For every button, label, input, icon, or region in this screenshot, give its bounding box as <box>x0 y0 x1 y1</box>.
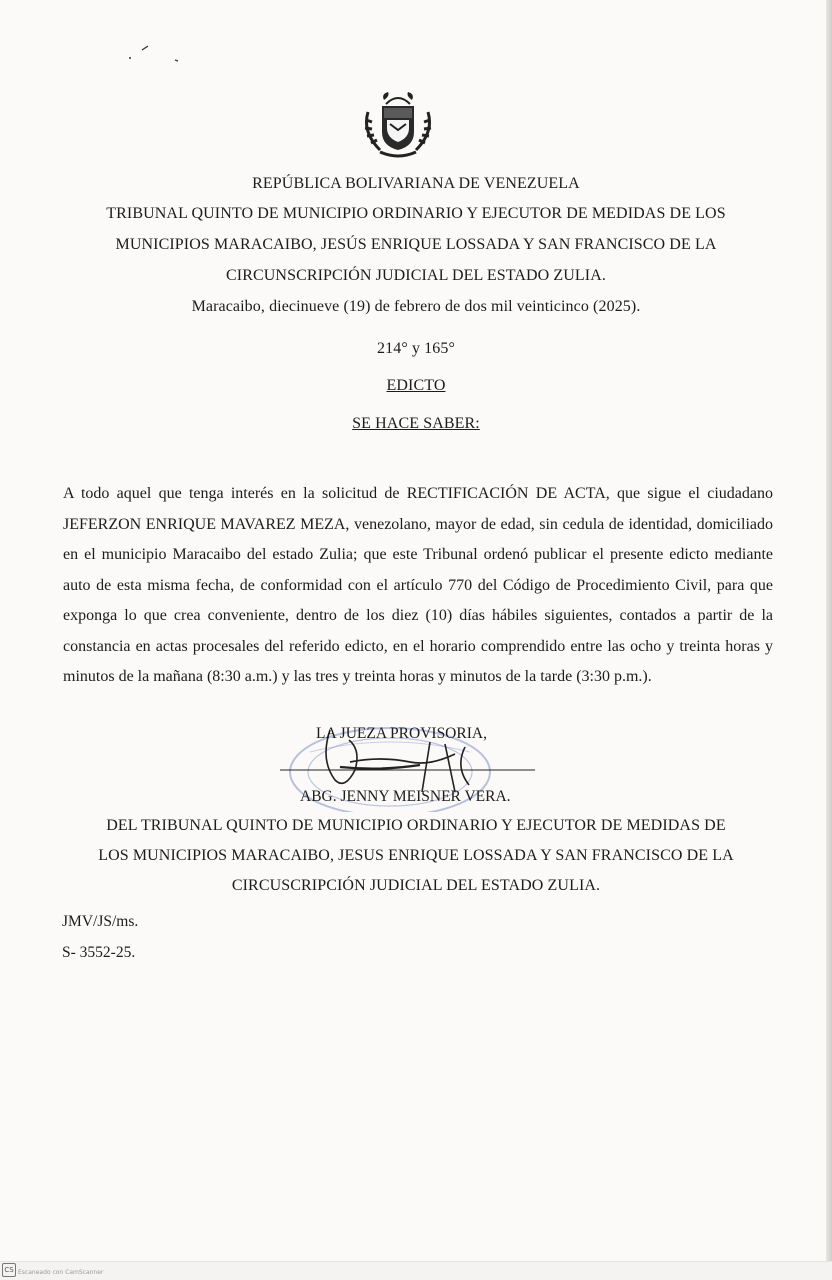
file-number: S- 3552-25. <box>62 944 136 961</box>
scan-specks <box>120 40 200 80</box>
independence-years: 214° y 165° <box>377 340 455 357</box>
document-type-heading: EDICTO <box>386 377 446 394</box>
signature-name: ABG. JENNY MEISNER VERA. <box>300 788 511 805</box>
court-name-line-1: TRIBUNAL QUINTO DE MUNICIPIO ORDINARIO Y EJECUTOR DE MEDIDAS DE LOS <box>106 205 726 222</box>
document-date: Maracaibo, diecinueve (19) de febrero de dos mil veinticinco (2025). <box>191 298 641 315</box>
venezuela-coat-of-arms-icon <box>360 90 436 162</box>
footer-court-line-1: DEL TRIBUNAL QUINTO DE MUNICIPIO ORDINARIO Y EJECUTOR DE MEDIDAS DE <box>106 817 726 834</box>
edict-body-paragraph: A todo aquel que tenga interés en la solicitud de RECTIFICACIÓN DE ACTA, que sigue el ciudadano JEFERZON ENRIQUE MAVAREZ MEZA, venezolano, mayor de edad, sin cedula de identidad, domiciliado en el municipio Maracaibo del estado Zulia; que este Tribunal ordenó publicar el presente edicto mediante auto de esta misma fecha, de conformidad con el artículo 770 del Código de Procedimiento Civil, para que exponga lo que crea conveniente, dentro de los diez (10) días hábiles siguientes, contados a partir de la constancia en actas procesales del referido edicto, en el horario comprendido entre las ocho y treinta horas y minutos de la mañana (8:30 a.m.) y las tres y treinta horas y minutos de la tarde (3:30 p.m.). <box>63 485 773 685</box>
signature-title: LA JUEZA PROVISORIA, <box>316 725 487 742</box>
scanner-watermark-text: Escaneado con CamScanner <box>18 1269 104 1276</box>
court-name-line-2: MUNICIPIOS MARACAIBO, JESÚS ENRIQUE LOSSADA Y SAN FRANCISCO DE LA <box>115 236 717 253</box>
camscanner-logo-icon: CS <box>2 1263 16 1277</box>
footer-court-line-2: LOS MUNICIPIOS MARACAIBO, JESUS ENRIQUE LOSSADA Y SAN FRANCISCO DE LA <box>98 847 734 864</box>
announcement-heading: SE HACE SABER: <box>352 415 480 432</box>
scanner-footer-strip <box>0 1261 832 1280</box>
court-name-line-3: CIRCUNSCRIPCIÓN JUDICIAL DEL ESTADO ZULIA. <box>226 267 606 284</box>
signature-block <box>280 722 560 812</box>
footer-court-line-3: CIRCUSCRIPCIÓN JUDICIAL DEL ESTADO ZULIA. <box>231 877 601 894</box>
drafting-initials: JMV/JS/ms. <box>62 913 139 930</box>
page-edge-shadow <box>826 0 832 1280</box>
republic-heading: REPÚBLICA BOLIVARIANA DE VENEZUELA <box>252 175 580 192</box>
